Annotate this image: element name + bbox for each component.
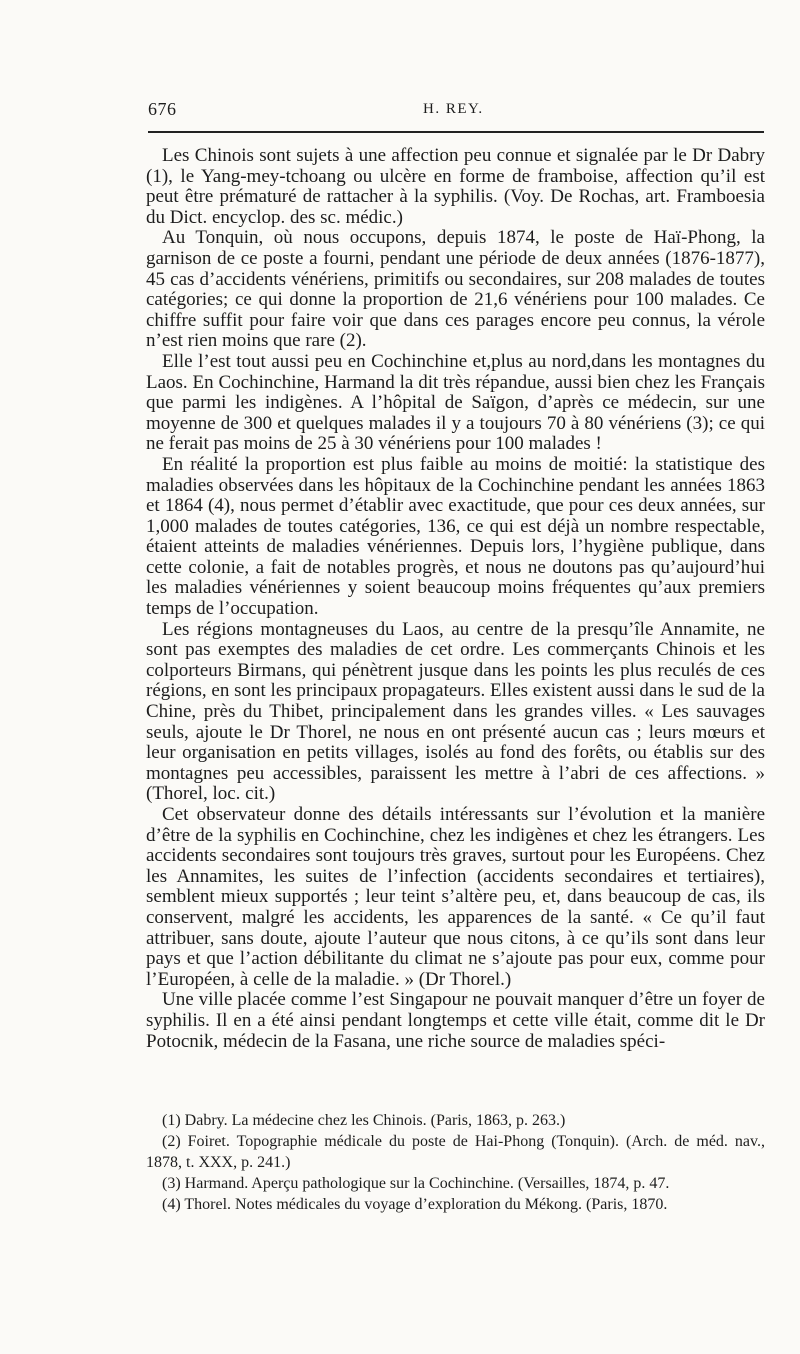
paragraph: Cet observateur donne des détails intéressants sur l’évolution et la manière d’être de la syphilis en Cochinchine, chez les indigènes et chez les étrangers. Les accidents secondaires sont toujours très graves, surtout pour les Européens. Chez les Annamites, les suites de l’infection (accidents secondaires et tertiaires), semblent mieux supportés ; leur teint s’altère peu, et, dans beaucoup de cas, ils conservent, malgré les accidents, les apparences de la santé. « Ce qu’il faut attribuer, sans doute, ajoute l’auteur que nous citons, à ce qu’ils sont dans leur pays et que l’action débilitante du climat ne s’ajoute pas pour eux, comme pour l’Européen, à celle de la maladie. » (Dr Thorel.) xyxy=(146,804,765,990)
body-text xyxy=(146,146,765,1052)
paragraph: Les Chinois sont sujets à une affection peu connue et signalée par le Dr Dabry (1), le Yang-mey-tchoang ou ulcère en forme de framboise, affection qu’il est peut être prématuré de rattacher à la syphilis. (Voy. De Rochas, art. Framboesia du Dict. encyclop. des sc. médic.) xyxy=(146,145,765,228)
footnote: (3) Harmand. Aperçu pathologique sur la Cochinchine. (Versailles, 1874, p. 47. xyxy=(162,1175,670,1192)
paragraph: Les régions montagneuses du Laos, au centre de la presqu’île Annamite, ne sont pas exemptes des maladies de cet ordre. Les commerçants Chinois et les colporteurs Birmans, qui pénètrent jusque dans les points les plus reculés de ces régions, en sont les principaux propagateurs. Elles existent aussi dans le sud de la Chine, près du Thibet, principalement dans les grandes villes. « Les sauvages seuls, ajoute le Dr Thorel, ne nous en ont présenté aucun cas ; leurs mœurs et leur organisation en petits villages, isolés au fond des forêts, ou établis sur des montagnes peu accessibles, paraissent les mettre à l’abri de ces affections. » (Thorel, loc. cit.) xyxy=(146,618,765,805)
running-head: H. REY. xyxy=(423,101,484,117)
header-rule xyxy=(148,131,764,133)
paragraph: Au Tonquin, où nous occupons, depuis 1874, le poste de Haï-Phong, la garnison de ce poste a fourni, pendant une période de deux années (1876-1877), 45 cas d’accidents vénériens, primitifs ou secondaires, sur 208 malades de toutes catégories; ce qui donne la proportion de 21,6 vénériens pour 100 malades. Ce chiffre suffit pour faire voir que dans ces parages encore peu connus, la vérole n’est rien moins que rare (2). xyxy=(146,227,765,352)
paragraph: Une ville placée comme l’est Singapour ne pouvait manquer d’être un foyer de syphilis. Il en a été ainsi pendant longtemps et cette ville était, comme dit le Dr Potocnik, médecin de la Fasana, une riche source de maladies spéci- xyxy=(146,989,765,1052)
page-header xyxy=(0,99,800,125)
paragraph: En réalité la proportion est plus faible au moins de moitié: la statistique des maladies observées dans les hôpitaux de la Cochinchine pendant les années 1863 et 1864 (4), nous permet d’établir avec exactitude, que pour ces deux années, sur 1,000 malades de toutes catégories, 136, ce qui est déjà un nombre respectable, étaient atteints de maladies vénériennes. Depuis lors, l’hygiène publique, dans cette colonie, a fait de notables progrès, et nous ne doutons pas qu’aujourd’hui les maladies vénériennes y soient beaucoup moins fréquentes qu’aux premiers temps de l’occupation. xyxy=(146,453,765,620)
footnote: (1) Dabry. La médecine chez les Chinois. (Paris, 1863, p. 263.) xyxy=(162,1112,566,1129)
page-number: 676 xyxy=(148,99,177,119)
footnote: (4) Thorel. Notes médicales du voyage d’exploration du Mékong. (Paris, 1870. xyxy=(162,1196,668,1213)
footnote: (2) Foiret. Topographie médicale du poste de Hai-Phong (Tonquin). (Arch. de méd. nav., 1878, t. XXX, p. 241.) xyxy=(146,1133,765,1171)
paragraph: Elle l’est tout aussi peu en Cochinchine et,plus au nord,dans les montagnes du Laos. En Cochinchine, Harmand la dit très répandue, aussi bien chez les Français que parmi les indigènes. A l’hôpital de Saïgon, d’après ce médecin, sur une moyenne de 300 et quelques malades il y a toujours 70 à 80 vénériens (3); ce qui ne ferait pas moins de 25 à 30 vénériens pour 100 malades ! xyxy=(146,350,765,455)
footnotes xyxy=(146,1110,765,1215)
